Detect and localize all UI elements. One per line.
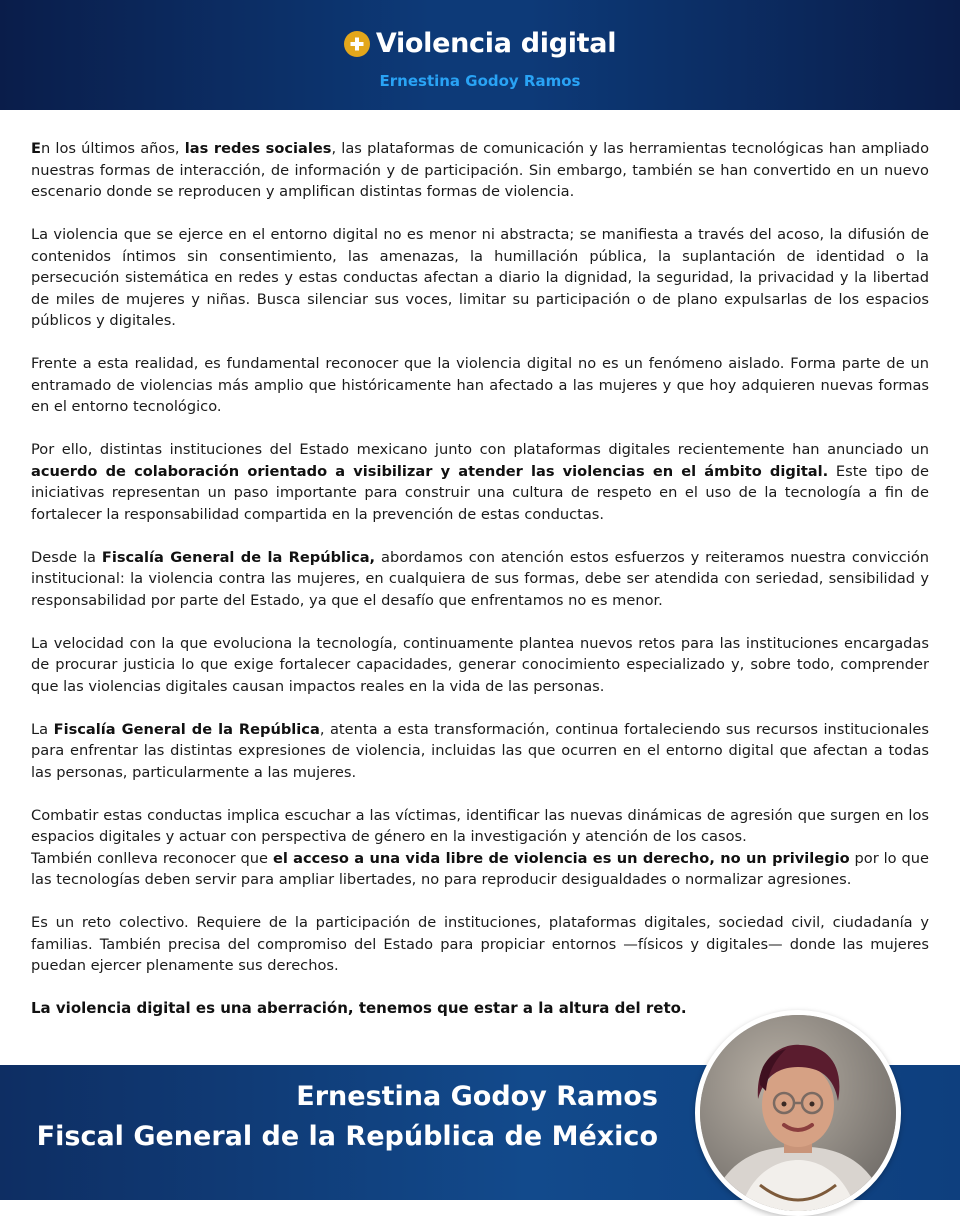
closing-statement: La violencia digital es una aberración, tenemos que estar a la altura del reto.: [31, 999, 687, 1017]
header-author: Ernestina Godoy Ramos: [379, 72, 581, 90]
emphasis-derecho: el acceso a una vida libre de violencia es un derecho, no un privilegio: [272, 849, 850, 867]
emphasis-fiscalia-2: Fiscalía General de la República: [53, 720, 320, 738]
paragraph-4: Por ello, distintas instituciones del Estado mexicano junto con plataformas digitales recientemente han anunciado un acuerdo de colaboración orientado a visibilizar y atender las violencias en el ámbito digital. Este tipo de iniciativas representan un paso importante para construir una cultura de respeto en el uso de la tecnología a fin de fortalecer la responsabilidad compartida en la prevención de estas conductas.: [31, 441, 929, 523]
article-body: [31, 138, 929, 1041]
paragraph-9: También conlleva reconocer que el acceso a una vida libre de violencia es un derecho, no un privilegio por lo que las tecnologías deben servir para ampliar libertades, no para reproducir desigualdades o normalizar agresiones.: [31, 849, 929, 888]
header-title: Violencia digital: [375, 28, 617, 59]
portrait-illustration: [700, 1015, 896, 1211]
paragraph-6: La velocidad con la que evoluciona la tecnología, continuamente plantea nuevos retos para las instituciones encargadas de procurar justicia lo que exige fortalecer capacidades, generar conocimiento especializado y, sobre todo, comprender que las violencias digitales causan impactos reales en la vida de las personas.: [31, 634, 929, 695]
drop-letter: E: [31, 140, 41, 157]
paragraph-5: Desde la Fiscalía General de la República, abordamos con atención estos esfuerzos y reiteramos nuestra convicción institucional: la violencia contra las mujeres, en cualquiera de sus formas, debe ser atendida con seriedad, sensibilidad y responsabilidad por parte del Estado, ya que el desafío que enfrentamos no es menor.: [31, 548, 930, 609]
emphasis-fiscalia: Fiscalía General de la República,: [101, 548, 376, 566]
paragraph-8: Combatir estas conductas implica escuchar a las víctimas, identificar las nuevas dinámicas de agresión que surgen en los espacios digitales y actuar con perspectiva de género en la investigación y atención de los casos.: [31, 806, 929, 845]
brand: [0, 28, 960, 59]
paragraph-7: La Fiscalía General de la República, atenta a esta transformación, continua fortaleciendo sus recursos institucionales para enfrentar las distintas expresiones de violencia, incluidas las que ocurren en el entorno digital que afectan a todas las personas, particularmente a las mujeres.: [31, 720, 929, 781]
paragraph-3: Frente a esta realidad, es fundamental reconocer que la violencia digital no es un fenómeno aislado. Forma parte de un entramado de violencias más amplio que históricamente han afectado a las mujeres y que hoy adquieren nuevas formas en el entorno tecnológico.: [31, 355, 929, 415]
paragraph-10: Es un reto colectivo. Requiere de la participación de instituciones, plataformas digitales, sociedad civil, ciudadanía y familias. También precisa del compromiso del Estado para propiciar entornos —físicos y digitales— donde las mujeres puedan ejercer plenamente sus derechos.: [31, 914, 929, 974]
signature-name: Ernestina Godoy Ramos: [296, 1081, 658, 1112]
author-portrait: [695, 1010, 901, 1216]
header-banner: [0, 0, 960, 110]
emphasis-acuerdo: acuerdo de colaboración orientado a visibilizar y atender las violencias en el ámbito digital.: [31, 462, 829, 480]
emphasis-redes: las redes sociales: [184, 140, 332, 157]
paragraph-2: La violencia que se ejerce en el entorno digital no es menor ni abstracta; se manifiesta a través del acoso, la difusión de contenidos íntimos sin consentimiento, las amenazas, la humillación pública, la suplantación de identidad o la persecución sistemática en redes y estas conductas afectan a diario la dignidad, la seguridad, la privacidad y la libertad de miles de mujeres y niñas. Busca silenciar sus voces, limitar su participación o de plano expulsarlas de los espacios públicos y digitales.: [31, 226, 929, 329]
signature-role: Fiscal General de la República de México: [36, 1121, 658, 1152]
paragraph-1: En los últimos años, las redes sociales, las plataformas de comunicación y las herramientas tecnológicas han ampliado nuestras formas de interacción, de información y de participación. Sin embargo, también se han convertido en un nuevo escenario donde se reproducen y amplifican distintas formas de violencia.: [31, 140, 930, 200]
plus-circle-icon: [344, 31, 370, 57]
